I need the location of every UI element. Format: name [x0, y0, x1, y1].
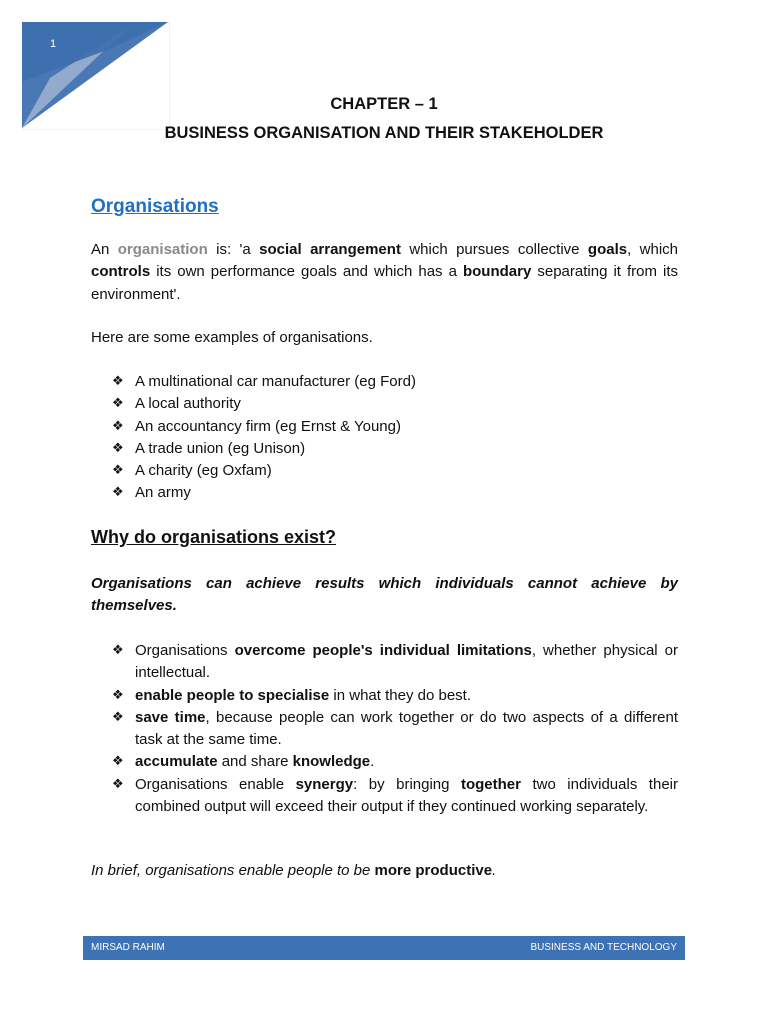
text-run: In brief, organisations enable people to be — [91, 862, 375, 879]
text-run: : by bringing — [353, 775, 461, 793]
text-run: , because people can work together or do two aspects of a different task at the same time. — [135, 708, 678, 749]
list-item — [91, 774, 678, 819]
bold-term: enable people to specialise — [135, 686, 330, 704]
text-run: is: 'a — [207, 241, 260, 258]
footer-author: MIRSAD RAHIM — [91, 942, 165, 953]
text-run: An — [91, 241, 118, 258]
examples-list — [91, 371, 678, 505]
chapter-subtitle: BUSINESS ORGANISATION AND THEIR STAKEHOLDER — [164, 124, 604, 142]
diamond-bullet-icon: ❖ — [112, 440, 124, 456]
term-controls: controls — [91, 263, 151, 281]
list-item — [91, 751, 678, 773]
diamond-bullet-icon: ❖ — [112, 485, 124, 501]
text-run: , which — [627, 241, 679, 258]
section-title-why-exist: Why do organisations exist? — [91, 527, 337, 547]
bold-term: save time — [135, 708, 206, 726]
bold-term: together — [460, 775, 521, 793]
text-run: which pursues collective — [400, 241, 588, 258]
brief-summary — [91, 860, 496, 882]
text-run: . — [492, 862, 497, 879]
text-run: and share — [217, 753, 293, 771]
text-run: , whether physical or intellectual. — [135, 642, 678, 682]
text-run: two individuals their combined output will exceed their output if they continued working separately. — [135, 775, 678, 816]
term-goals: goals — [587, 241, 628, 258]
list-item — [91, 460, 678, 482]
page-number: 1 — [50, 38, 57, 50]
diamond-bullet-icon: ❖ — [112, 687, 124, 703]
list-item — [91, 438, 678, 460]
bold-term: accumulate — [135, 753, 218, 771]
diamond-bullet-icon: ❖ — [112, 463, 124, 479]
term-organisation: organisation — [117, 241, 208, 258]
text-run: . — [370, 753, 375, 771]
list-item-text: A multinational car manufacturer (eg Ford) — [135, 373, 416, 390]
list-item — [91, 482, 678, 504]
list-item — [91, 416, 678, 438]
list-item — [91, 393, 678, 415]
diamond-bullet-icon: ❖ — [112, 396, 124, 412]
list-item-text: A charity (eg Oxfam) — [135, 462, 272, 480]
list-item-text: A local authority — [135, 395, 241, 413]
chapter-heading: CHAPTER – 1 — [330, 95, 438, 113]
page-footer — [83, 936, 685, 960]
text-run: in what they do best. — [329, 686, 472, 704]
bold-term: more productive — [374, 862, 493, 879]
diamond-bullet-icon: ❖ — [112, 776, 124, 792]
bold-term: synergy — [295, 775, 354, 793]
bold-term: overcome people's individual limitations — [234, 642, 532, 659]
bold-term: knowledge — [292, 753, 371, 771]
organisation-definition — [91, 239, 678, 306]
list-item-text: An accountancy firm (eg Ernst & Young) — [135, 417, 401, 435]
diamond-bullet-icon: ❖ — [112, 754, 124, 770]
section-title-organisations: Organisations — [91, 196, 219, 217]
footer-subject: BUSINESS AND TECHNOLOGY — [530, 942, 677, 953]
term-boundary: boundary — [462, 263, 532, 281]
term-social-arrangement: social arrangement — [259, 241, 401, 258]
text-run: Organisations enable — [135, 775, 296, 793]
list-item — [91, 640, 678, 685]
reasons-list — [91, 640, 678, 818]
list-item — [91, 371, 678, 393]
text-run: Organisations — [135, 642, 235, 659]
examples-intro: Here are some examples of organisations. — [91, 329, 373, 346]
list-item-text: An army — [135, 484, 191, 502]
list-item-text: A trade union (eg Unison) — [135, 439, 306, 457]
text-run: separating it from its environment'. — [91, 263, 679, 303]
why-exist-intro: Organisations can achieve results which individuals cannot achieve by themselves. — [91, 575, 678, 615]
diamond-bullet-icon: ❖ — [112, 643, 124, 658]
list-item — [91, 685, 678, 707]
diamond-bullet-icon: ❖ — [112, 418, 124, 434]
text-run: its own performance goals and which has a — [150, 263, 463, 281]
list-item — [91, 707, 678, 752]
diamond-bullet-icon: ❖ — [112, 709, 124, 725]
diamond-bullet-icon: ❖ — [112, 374, 124, 389]
